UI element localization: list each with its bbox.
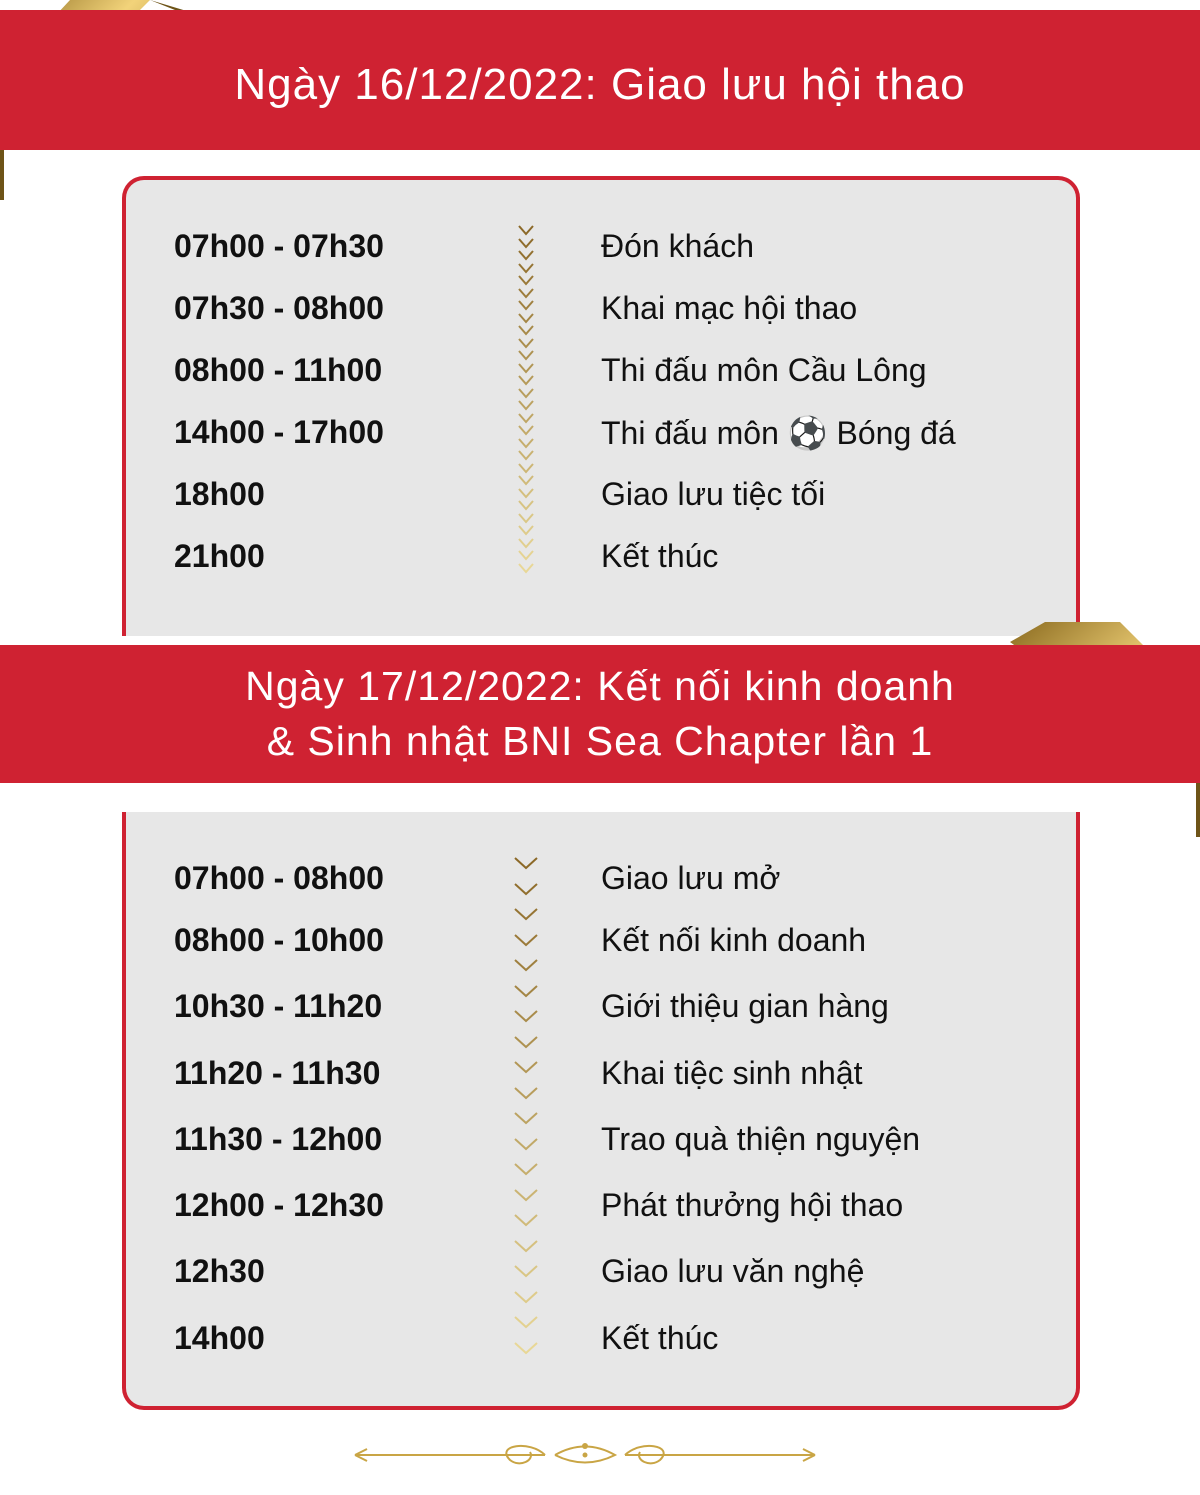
chevron-down-icon <box>506 1239 546 1253</box>
schedule-time: 12h00 - 12h30 <box>174 1187 384 1223</box>
schedule-row <box>126 228 1076 268</box>
chevron-down-icon <box>506 882 546 896</box>
schedule-activity: Kết thúc <box>601 538 719 574</box>
chevron-down-icon <box>506 984 546 998</box>
chevron-down-icon <box>506 1290 546 1304</box>
schedule-activity: Giới thiệu gian hàng <box>601 988 889 1024</box>
chevron-down-icon <box>506 1009 546 1023</box>
schedule-row <box>126 538 1076 578</box>
schedule-activity: Khai mạc hội thao <box>601 290 858 326</box>
schedule-row <box>126 1187 1076 1227</box>
day1-title: Ngày 16/12/2022: Giao lưu hội thao <box>234 60 966 109</box>
chevron-down-icon <box>506 1060 546 1074</box>
schedule-time: 21h00 <box>174 538 265 574</box>
schedule-row <box>126 988 1076 1028</box>
schedule-activity: Giao lưu tiệc tối <box>601 476 826 512</box>
chevron-down-icon <box>506 1188 546 1202</box>
chevron-down-icon <box>506 1111 546 1125</box>
schedule-time: 08h00 - 10h00 <box>174 922 384 958</box>
day2-title-banner <box>0 645 1200 783</box>
chevron-down-icon <box>506 1213 546 1227</box>
schedule-time: 07h00 - 08h00 <box>174 860 384 896</box>
schedule-row <box>126 1320 1076 1360</box>
chevron-down-icon <box>506 1137 546 1151</box>
schedule-activity: Kết thúc <box>601 1320 719 1356</box>
schedule-row <box>126 1055 1076 1095</box>
day2-title-line2: & Sinh nhật BNI Sea Chapter lần 1 <box>266 718 934 764</box>
schedule-time: 14h00 - 17h00 <box>174 414 384 450</box>
schedule-activity: Trao quà thiện nguyện <box>601 1121 921 1157</box>
schedule-row <box>126 860 1076 900</box>
schedule-time: 18h00 <box>174 476 265 512</box>
schedule-activity: Đón khách <box>601 228 754 264</box>
schedule-row <box>126 290 1076 330</box>
chevron-down-icon <box>506 562 546 576</box>
chevron-down-icon <box>506 1264 546 1278</box>
schedule-time: 11h30 - 12h00 <box>174 1121 383 1157</box>
chevron-down-icon <box>506 1341 546 1355</box>
day1-title-banner <box>0 10 1200 150</box>
schedule-row <box>126 922 1076 962</box>
chevron-down-icon <box>506 907 546 921</box>
schedule-activity: Khai tiệc sinh nhật <box>601 1055 863 1091</box>
schedule-row <box>126 352 1076 392</box>
schedule-time: 12h30 <box>174 1253 265 1289</box>
chevron-down-icon <box>506 933 546 947</box>
schedule-row <box>126 1121 1076 1161</box>
schedule-row <box>126 1253 1076 1293</box>
schedule-time: 14h00 <box>174 1320 265 1356</box>
chevron-down-icon <box>506 1315 546 1329</box>
schedule-activity: Phát thưởng hội thao <box>601 1187 904 1223</box>
schedule-activity: Thi đấu môn ⚽ Bóng đá <box>601 415 956 451</box>
schedule-time: 11h20 - 11h30 <box>174 1055 381 1091</box>
chevron-down-icon <box>506 1162 546 1176</box>
schedule-activity: Giao lưu mở <box>601 860 781 896</box>
chevron-down-icon <box>506 958 546 972</box>
schedule-activity: Giao lưu văn nghệ <box>601 1253 865 1289</box>
chevron-down-icon <box>506 1035 546 1049</box>
day2-schedule-card <box>122 812 1080 1410</box>
schedule-time: 07h30 - 08h00 <box>174 290 384 326</box>
schedule-row <box>126 476 1076 516</box>
chevron-down-icon <box>506 1086 546 1100</box>
day2-title-line1: Ngày 17/12/2022: Kết nối kinh doanh <box>245 663 955 709</box>
schedule-activity: Kết nối kinh doanh <box>601 922 867 958</box>
schedule-row <box>126 414 1076 454</box>
ornament-divider-icon <box>345 1440 825 1470</box>
schedule-time: 08h00 - 11h00 <box>174 352 383 388</box>
day1-schedule-card <box>122 176 1080 636</box>
chevron-down-icon <box>506 856 546 870</box>
schedule-time: 10h30 - 11h20 <box>174 988 383 1024</box>
schedule-activity: Thi đấu môn Cầu Lông <box>601 352 927 388</box>
schedule-time: 07h00 - 07h30 <box>174 228 384 264</box>
